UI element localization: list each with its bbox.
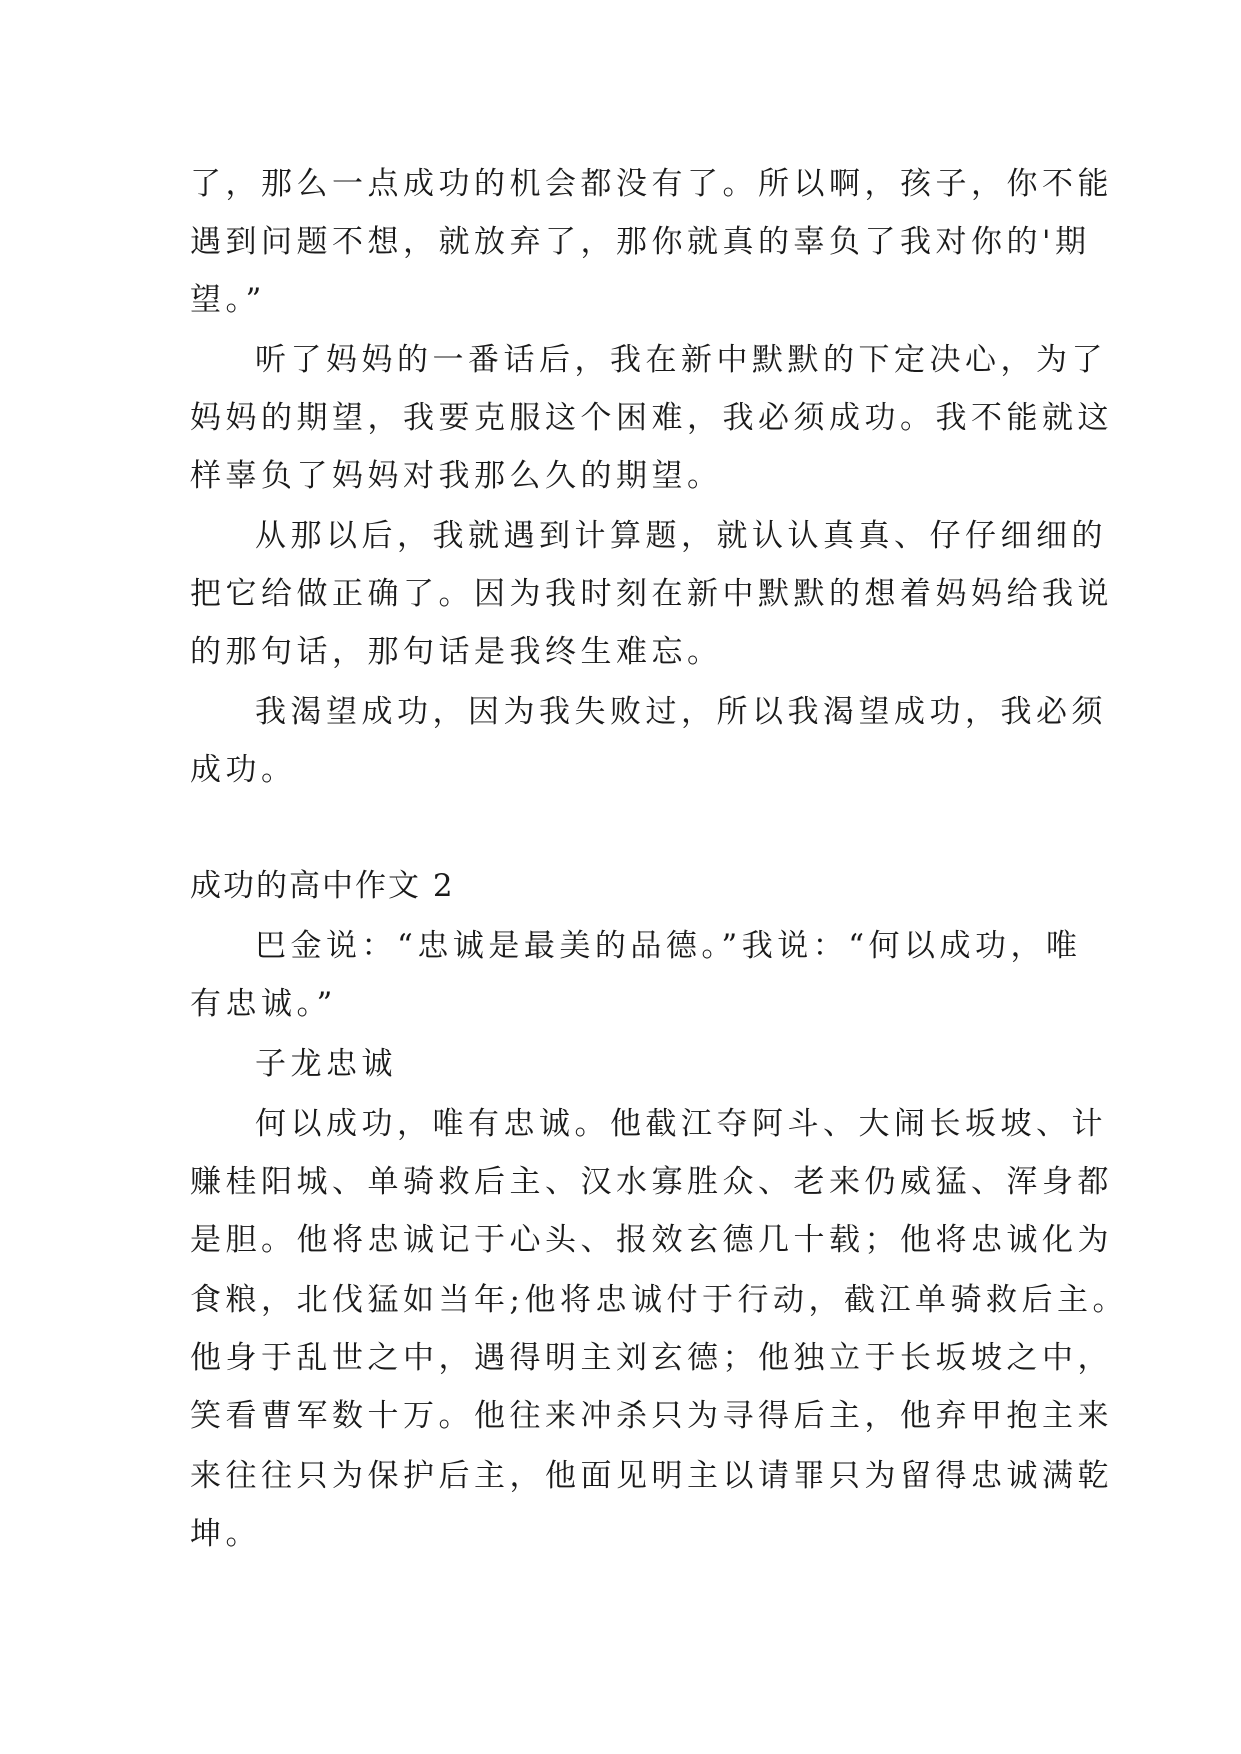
text-line: 食粮，北伐猛如当年;他将忠诚付于行动，截江单骑救后主。 [190, 1282, 1128, 1318]
text-line: 成功。 [190, 752, 297, 788]
text-line: 样辜负了妈妈对我那么久的期望。 [190, 458, 723, 494]
text-line: 来往往只为保护后主，他面见明主以请罪只为留得忠诚满乾 [190, 1458, 1113, 1494]
text-line: 听了妈妈的一番话后，我在新中默默的下定决心，为了 [255, 342, 1107, 378]
subheading: 子龙忠诚 [255, 1046, 397, 1082]
text-line: 遇到问题不想，就放弃了，那你就真的辜负了我对你的'期 [190, 224, 1091, 260]
text-line: 了，那么一点成功的机会都没有了。所以啊，孩子，你不能 [190, 166, 1113, 202]
text-line: 何以成功，唯有忠诚。他截江夺阿斗、大闹长坂坡、计 [255, 1106, 1107, 1142]
text-line: 妈妈的期望，我要克服这个困难，我必须成功。我不能就这 [190, 400, 1113, 436]
text-line: 巴金说：“忠诚是最美的品德。”我说：“何以成功，唯 [255, 928, 1082, 964]
text-line: 望。” [190, 282, 266, 318]
text-line: 坤。 [190, 1516, 261, 1552]
text-line: 是胆。他将忠诚记于心头、报效玄德几十载；他将忠诚化为 [190, 1222, 1113, 1258]
text-line: 我渴望成功，因为我失败过，所以我渴望成功，我必须 [255, 694, 1107, 730]
text-line: 有忠诚。” [190, 986, 337, 1022]
text-line: 赚桂阳城、单骑救后主、汉水寡胜众、老来仍威猛、浑身都 [190, 1164, 1113, 1200]
text-line: 笑看曹军数十万。他往来冲杀只为寻得后主，他弃甲抱主来 [190, 1398, 1113, 1434]
text-line: 他身于乱世之中，遇得明主刘玄德；他独立于长坂坡之中， [190, 1340, 1113, 1376]
text-line: 从那以后，我就遇到计算题，就认认真真、仔仔细细的 [255, 518, 1107, 554]
text-line: 把它给做正确了。因为我时刻在新中默默的想着妈妈给我说 [190, 576, 1113, 612]
text-line: 的那句话，那句话是我终生难忘。 [190, 634, 723, 670]
section-heading: 成功的高中作文 2 [190, 868, 455, 904]
